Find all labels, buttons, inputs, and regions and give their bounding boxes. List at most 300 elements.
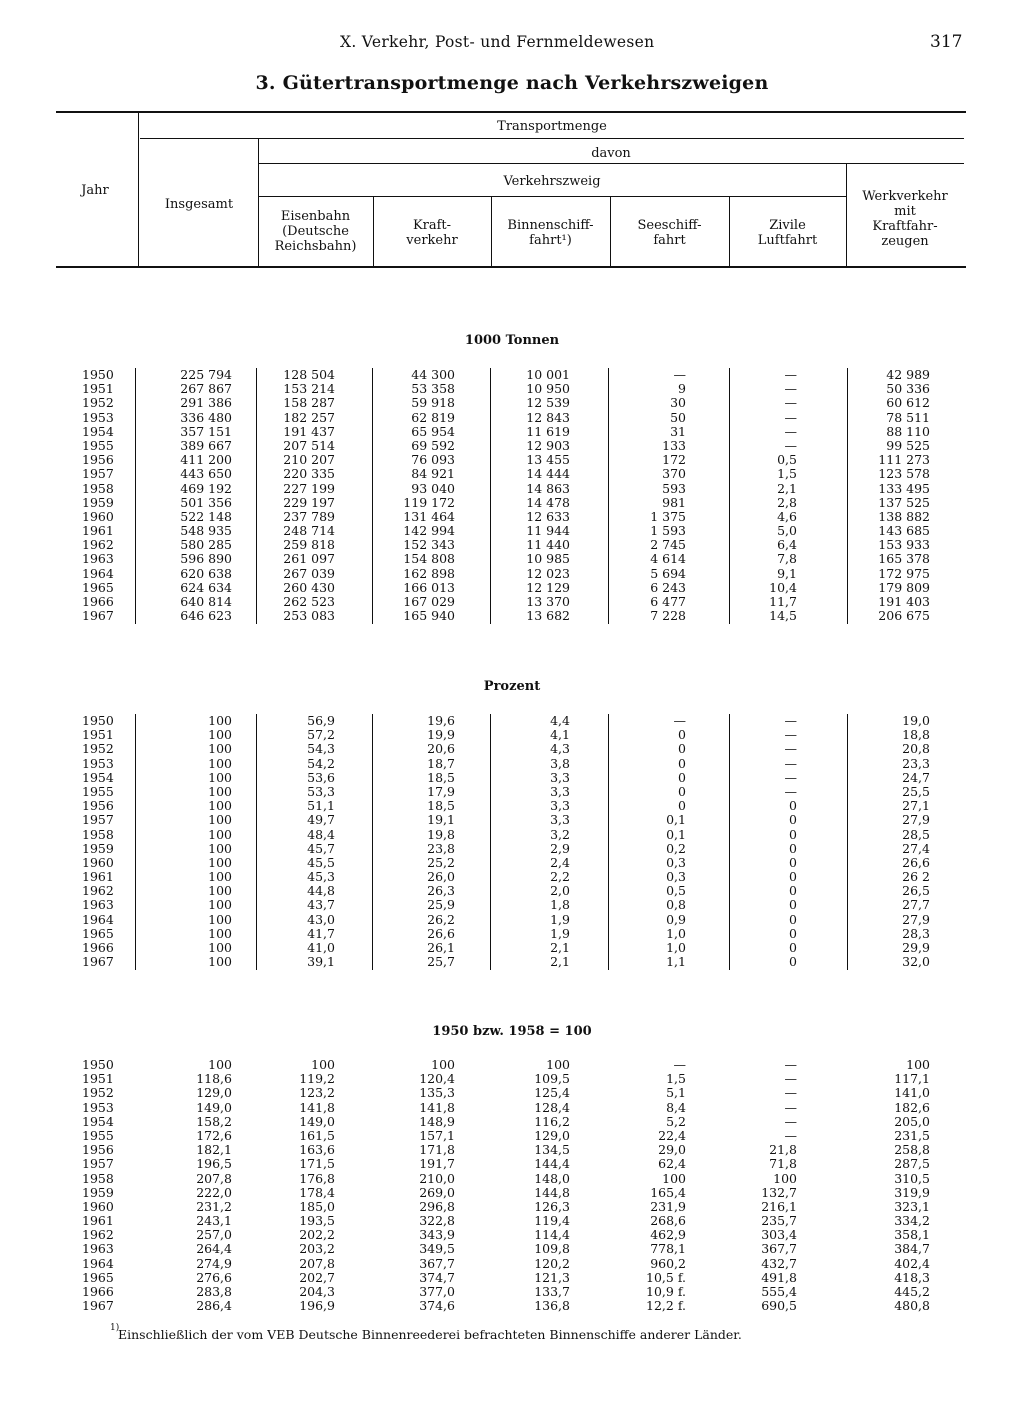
cell-luftfahrt: 2,8 [777, 494, 797, 510]
cell-seeschiff: — [673, 1057, 686, 1072]
section-title-tonnen: 1000 Tonnen [464, 333, 560, 348]
cell-kraftverkehr: 210,0 [419, 1170, 455, 1186]
cell-seeschiff: 778,1 [650, 1241, 686, 1257]
cell-year: 1957 [82, 1156, 114, 1172]
cell-seeschiff: 268,6 [650, 1213, 686, 1229]
cell-seeschiff: 10,5 f. [646, 1269, 686, 1285]
cell-luftfahrt: — [784, 1099, 797, 1115]
cell-werkverkehr: 19,0 [902, 713, 930, 728]
header-binnenschiff [491, 218, 610, 248]
cell-insgesamt: 100 [208, 954, 232, 970]
table-row [0, 785, 1024, 799]
table-row [0, 552, 1024, 566]
cell-luftfahrt: 10,4 [769, 579, 797, 595]
table-row [0, 1115, 1024, 1129]
cell-binnenschiff: 12 023 [526, 565, 570, 581]
cell-insgesamt: 357 151 [180, 423, 232, 439]
cell-binnenschiff: 10 985 [526, 551, 570, 567]
cell-binnenschiff: 3,3 [550, 812, 570, 828]
cell-binnenschiff: 125,4 [534, 1085, 570, 1101]
header-jahr: Jahr [81, 183, 109, 198]
rule-under-transportmenge [140, 138, 964, 139]
table-row [0, 1285, 1024, 1299]
cell-eisenbahn: 171,5 [299, 1156, 335, 1172]
cell-year: 1962 [82, 537, 114, 553]
table-row [0, 467, 1024, 481]
table-row [0, 1214, 1024, 1228]
cell-year: 1967 [82, 1298, 114, 1314]
cell-binnenschiff: 12 843 [526, 409, 570, 425]
cell-insgesamt: 243,1 [196, 1213, 232, 1229]
cell-eisenbahn: 56,9 [307, 713, 335, 728]
cell-werkverkehr: 20,8 [902, 741, 930, 757]
cell-werkverkehr: 137 525 [878, 494, 930, 510]
cell-binnenschiff: 13 370 [526, 594, 570, 609]
cell-insgesamt: 100 [208, 925, 232, 941]
cell-kraftverkehr: 296,8 [419, 1198, 455, 1214]
cell-seeschiff: 6 477 [650, 594, 686, 609]
cell-kraftverkehr: 20,6 [427, 741, 455, 757]
cell-luftfahrt: — [784, 741, 797, 757]
cell-werkverkehr: 27,1 [902, 798, 930, 814]
cell-binnenschiff: 2,0 [550, 883, 570, 899]
cell-insgesamt: 100 [208, 883, 232, 899]
cell-luftfahrt: 0 [789, 854, 797, 870]
cell-year: 1965 [82, 1269, 114, 1285]
cell-binnenschiff: 13 682 [526, 608, 570, 624]
cell-seeschiff: 981 [662, 494, 686, 510]
section-rows-prozent [0, 714, 1024, 969]
cell-eisenbahn: 45,7 [307, 840, 335, 856]
cell-luftfahrt: 21,8 [769, 1142, 797, 1158]
cell-werkverkehr: 50 336 [886, 381, 930, 397]
cell-seeschiff: 0 [678, 741, 686, 757]
cell-year: 1961 [82, 1213, 114, 1229]
cell-binnenschiff: 11 619 [526, 423, 570, 439]
cell-seeschiff: 172 [662, 452, 686, 468]
cell-insgesamt: 274,9 [196, 1255, 232, 1271]
cell-insgesamt: 100 [208, 840, 232, 856]
cell-kraftverkehr: 165 940 [403, 608, 455, 624]
cell-seeschiff: 29,0 [658, 1142, 686, 1158]
cell-eisenbahn: 202,7 [299, 1269, 335, 1285]
cell-kraftverkehr: 19,1 [427, 812, 455, 828]
table-row [0, 1101, 1024, 1115]
cell-werkverkehr: 24,7 [902, 769, 930, 785]
cell-binnenschiff: 13 455 [526, 452, 570, 468]
cell-werkverkehr: 133 495 [878, 480, 930, 496]
cell-luftfahrt: 7,8 [777, 551, 797, 567]
cell-luftfahrt: 0 [789, 826, 797, 842]
table-row [0, 1086, 1024, 1100]
header-verkehrszweig: Verkehrszweig [503, 174, 601, 189]
cell-eisenbahn: 41,7 [307, 925, 335, 941]
cell-binnenschiff: 12 539 [526, 395, 570, 411]
rule-under-davon [258, 163, 964, 164]
table-row [0, 955, 1024, 969]
cell-werkverkehr: 191 403 [878, 594, 930, 609]
cell-binnenschiff: 116,2 [534, 1113, 570, 1129]
cell-insgesamt: 548 935 [180, 523, 232, 539]
table-row [0, 714, 1024, 728]
cell-kraftverkehr: 162 898 [403, 565, 455, 581]
cell-binnenschiff: 148,0 [534, 1170, 570, 1186]
cell-seeschiff: 0,3 [666, 854, 686, 870]
cell-luftfahrt: — [784, 1057, 797, 1072]
cell-luftfahrt: 0 [789, 954, 797, 970]
cell-year: 1960 [82, 508, 114, 524]
header-eisenbahn-line1: Eisenbahn [280, 209, 351, 224]
cell-eisenbahn: 54,2 [307, 755, 335, 771]
cell-werkverkehr: 23,3 [902, 755, 930, 771]
table-row [0, 1058, 1024, 1072]
cell-year: 1954 [82, 1113, 114, 1129]
cell-eisenbahn: 49,7 [307, 812, 335, 828]
cell-insgesamt: 222,0 [196, 1184, 232, 1200]
cell-eisenbahn: 260 430 [283, 579, 335, 595]
cell-luftfahrt: 132,7 [761, 1184, 797, 1200]
header-werkverkehr-line1: Werkverkehr [862, 189, 948, 204]
cell-insgesamt: 640 814 [180, 594, 232, 609]
table-row [0, 1242, 1024, 1256]
cell-kraftverkehr: 343,9 [419, 1227, 455, 1243]
cell-binnenschiff: 14 444 [526, 466, 570, 482]
cell-eisenbahn: 227 199 [283, 480, 335, 496]
cell-insgesamt: 283,8 [196, 1284, 232, 1299]
cell-luftfahrt: 11,7 [769, 594, 797, 609]
cell-werkverkehr: 143 685 [878, 523, 930, 539]
cell-werkverkehr: 100 [906, 1057, 930, 1072]
cell-kraftverkehr: 135,3 [419, 1085, 455, 1101]
table-row [0, 538, 1024, 552]
cell-luftfahrt: 4,6 [777, 508, 797, 524]
cell-kraftverkehr: 120,4 [419, 1071, 455, 1087]
cell-seeschiff: 5 694 [650, 565, 686, 581]
cell-year: 1961 [82, 869, 114, 885]
header-luftfahrt-line2: Luftfahrt [757, 233, 818, 248]
section-title-prozent: Prozent [483, 679, 541, 694]
cell-insgesamt: 100 [208, 897, 232, 913]
running-head: X. Verkehr, Post- und Fernmeldewesen [340, 33, 655, 51]
cell-year: 1966 [82, 940, 114, 955]
cell-eisenbahn: 100 [311, 1057, 335, 1072]
cell-luftfahrt: 555,4 [761, 1284, 797, 1299]
cell-luftfahrt: — [784, 1085, 797, 1101]
cell-kraftverkehr: 367,7 [419, 1255, 455, 1271]
cell-year: 1959 [82, 840, 114, 856]
cell-luftfahrt: — [784, 1113, 797, 1129]
cell-kraftverkehr: 84 921 [411, 466, 455, 482]
header-transportmenge: Transportmenge [497, 119, 607, 134]
cell-year: 1952 [82, 741, 114, 757]
cell-luftfahrt: 0,5 [777, 452, 797, 468]
rule-under-verkehrszweig [258, 196, 846, 197]
cell-eisenbahn: 128 504 [283, 367, 335, 382]
cell-werkverkehr: 123 578 [878, 466, 930, 482]
section-title-index: 1950 bzw. 1958 = 100 [432, 1024, 592, 1039]
cell-year: 1962 [82, 1227, 114, 1243]
cell-kraftverkehr: 119 172 [403, 494, 455, 510]
cell-luftfahrt: 0 [789, 940, 797, 955]
table-row [0, 1129, 1024, 1143]
cell-werkverkehr: 26 2 [902, 869, 930, 885]
cell-eisenbahn: 193,5 [299, 1213, 335, 1229]
cell-insgesamt: 207,8 [196, 1170, 232, 1186]
cell-eisenbahn: 262 523 [283, 594, 335, 609]
table-row [0, 425, 1024, 439]
cell-luftfahrt: — [784, 381, 797, 397]
cell-werkverkehr: 99 525 [886, 437, 930, 453]
cell-binnenschiff: 129,0 [534, 1127, 570, 1143]
cell-werkverkehr: 480,8 [894, 1298, 930, 1314]
cell-insgesamt: 267 867 [180, 381, 232, 397]
header-binnenschiff-line2: fahrt¹) [529, 233, 572, 248]
column-separator [256, 714, 257, 970]
cell-insgesamt: 182,1 [196, 1142, 232, 1158]
cell-eisenbahn: 229 197 [283, 494, 335, 510]
cell-insgesamt: 231,2 [196, 1198, 232, 1214]
cell-eisenbahn: 45,5 [307, 854, 335, 870]
cell-year: 1956 [82, 1142, 114, 1158]
cell-werkverkehr: 231,5 [894, 1127, 930, 1143]
cell-year: 1966 [82, 594, 114, 609]
cell-seeschiff: 960,2 [650, 1255, 686, 1271]
cell-year: 1961 [82, 523, 114, 539]
cell-seeschiff: 5,1 [666, 1085, 686, 1101]
cell-eisenbahn: 207 514 [283, 437, 335, 453]
table-row [0, 1228, 1024, 1242]
footnote: Einschließlich der vom VEB Deutsche Binnenreederei befrachteten Binnenschiffe anderer Länder. [118, 1327, 742, 1342]
cell-binnenschiff: 100 [546, 1057, 570, 1072]
cell-werkverkehr: 172 975 [878, 565, 930, 581]
cell-werkverkehr: 138 882 [878, 508, 930, 524]
cell-insgesamt: 100 [208, 826, 232, 842]
column-separator [490, 368, 491, 624]
cell-seeschiff: 100 [662, 1170, 686, 1186]
table-row [0, 1299, 1024, 1313]
cell-eisenbahn: 153 214 [283, 381, 335, 397]
cell-year: 1954 [82, 423, 114, 439]
table-row [0, 382, 1024, 396]
cell-luftfahrt: 491,8 [761, 1269, 797, 1285]
cell-insgesamt: 646 623 [180, 608, 232, 624]
column-separator [135, 368, 136, 624]
cell-kraftverkehr: 142 994 [403, 523, 455, 539]
cell-werkverkehr: 418,3 [894, 1269, 930, 1285]
cell-luftfahrt: 71,8 [769, 1156, 797, 1172]
cell-werkverkehr: 141,0 [894, 1085, 930, 1101]
cell-insgesamt: 100 [208, 783, 232, 799]
cell-luftfahrt: 0 [789, 897, 797, 913]
table-row [0, 496, 1024, 510]
cell-insgesamt: 276,6 [196, 1269, 232, 1285]
table-row [0, 799, 1024, 813]
cell-binnenschiff: 2,2 [550, 869, 570, 885]
cell-eisenbahn: 210 207 [283, 452, 335, 468]
cell-kraftverkehr: 93 040 [411, 480, 455, 496]
header-eisenbahn [258, 209, 373, 254]
table-row [0, 396, 1024, 410]
header-seeschiff-line2: fahrt [653, 233, 686, 248]
cell-year: 1958 [82, 1170, 114, 1186]
cell-kraftverkehr: 26,6 [427, 925, 455, 941]
cell-eisenbahn: 182 257 [283, 409, 335, 425]
column-separator [608, 368, 609, 624]
cell-year: 1956 [82, 452, 114, 468]
cell-insgesamt: 100 [208, 798, 232, 814]
cell-year: 1957 [82, 466, 114, 482]
cell-kraftverkehr: 157,1 [419, 1127, 455, 1143]
table-row [0, 884, 1024, 898]
table-row [0, 813, 1024, 827]
cell-year: 1953 [82, 755, 114, 771]
cell-kraftverkehr: 53 358 [411, 381, 455, 397]
table-row [0, 510, 1024, 524]
cell-binnenschiff: 3,2 [550, 826, 570, 842]
cell-binnenschiff: 128,4 [534, 1099, 570, 1115]
header-werkverkehr [846, 189, 964, 249]
cell-binnenschiff: 121,3 [534, 1269, 570, 1285]
cell-luftfahrt: — [784, 783, 797, 799]
cell-seeschiff: 9 [678, 381, 686, 397]
cell-insgesamt: 389 667 [180, 437, 232, 453]
table-row [0, 1257, 1024, 1271]
cell-eisenbahn: 57,2 [307, 727, 335, 743]
cell-year: 1967 [82, 608, 114, 624]
cell-binnenschiff: 10 001 [526, 367, 570, 382]
cell-binnenschiff: 12 129 [526, 579, 570, 595]
cell-eisenbahn: 149,0 [299, 1113, 335, 1129]
cell-binnenschiff: 136,8 [534, 1298, 570, 1314]
cell-seeschiff: 7 228 [650, 608, 686, 624]
cell-werkverkehr: 28,5 [902, 826, 930, 842]
cell-kraftverkehr: 26,2 [427, 911, 455, 927]
cell-luftfahrt: 432,7 [761, 1255, 797, 1271]
cell-eisenbahn: 44,8 [307, 883, 335, 899]
cell-eisenbahn: 53,6 [307, 769, 335, 785]
cell-binnenschiff: 126,3 [534, 1198, 570, 1214]
table-row [0, 870, 1024, 884]
column-separator [847, 714, 848, 970]
cell-insgesamt: 100 [208, 727, 232, 743]
cell-luftfahrt: — [784, 367, 797, 382]
cell-werkverkehr: 179 809 [878, 579, 930, 595]
table-row [0, 1072, 1024, 1086]
cell-werkverkehr: 18,8 [902, 727, 930, 743]
header-sep-jahr [138, 113, 139, 266]
cell-kraftverkehr: 100 [431, 1057, 455, 1072]
cell-seeschiff: 0,2 [666, 840, 686, 856]
cell-kraftverkehr: 44 300 [411, 367, 455, 382]
cell-binnenschiff: 109,8 [534, 1241, 570, 1257]
cell-binnenschiff: 11 440 [526, 537, 570, 553]
cell-binnenschiff: 119,4 [534, 1213, 570, 1229]
cell-eisenbahn: 176,8 [299, 1170, 335, 1186]
table-row [0, 842, 1024, 856]
cell-seeschiff: 593 [662, 480, 686, 496]
cell-werkverkehr: 153 933 [878, 537, 930, 553]
cell-seeschiff: 2 745 [650, 537, 686, 553]
cell-werkverkehr: 206 675 [878, 608, 930, 624]
cell-luftfahrt: 690,5 [761, 1298, 797, 1314]
table-row [0, 941, 1024, 955]
cell-seeschiff: 0,3 [666, 869, 686, 885]
cell-seeschiff: 0 [678, 755, 686, 771]
cell-insgesamt: 596 890 [180, 551, 232, 567]
cell-kraftverkehr: 269,0 [419, 1184, 455, 1200]
cell-eisenbahn: 267 039 [283, 565, 335, 581]
cell-seeschiff: 1,0 [666, 940, 686, 955]
cell-kraftverkehr: 322,8 [419, 1213, 455, 1229]
header-insgesamt: Insgesamt [164, 197, 234, 212]
cell-werkverkehr: 88 110 [886, 423, 930, 439]
cell-binnenschiff: 114,4 [534, 1227, 570, 1243]
cell-binnenschiff: 109,5 [534, 1071, 570, 1087]
cell-kraftverkehr: 191,7 [419, 1156, 455, 1172]
cell-seeschiff: 462,9 [650, 1227, 686, 1243]
cell-seeschiff: 0 [678, 798, 686, 814]
cell-year: 1951 [82, 381, 114, 397]
header-luftfahrt-line1: Zivile [769, 218, 806, 233]
cell-year: 1958 [82, 480, 114, 496]
cell-luftfahrt: 0 [789, 798, 797, 814]
header-kraftverkehr-line2: verkehr [406, 233, 458, 248]
table-row [0, 453, 1024, 467]
cell-kraftverkehr: 131 464 [403, 508, 455, 524]
header-luftfahrt [729, 218, 846, 248]
cell-binnenschiff: 3,8 [550, 755, 570, 771]
cell-werkverkehr: 205,0 [894, 1113, 930, 1129]
cell-seeschiff: 30 [670, 395, 686, 411]
cell-eisenbahn: 141,8 [299, 1099, 335, 1115]
cell-insgesamt: 336 480 [180, 409, 232, 425]
cell-year: 1950 [82, 713, 114, 728]
cell-binnenschiff: 134,5 [534, 1142, 570, 1158]
table-row [0, 1200, 1024, 1214]
cell-luftfahrt: 303,4 [761, 1227, 797, 1243]
cell-seeschiff: — [673, 713, 686, 728]
header-kraftverkehr-line1: Kraft- [412, 218, 452, 233]
cell-seeschiff: 0,5 [666, 883, 686, 899]
cell-year: 1950 [82, 1057, 114, 1072]
cell-insgesamt: 100 [208, 869, 232, 885]
cell-werkverkehr: 32,0 [902, 954, 930, 970]
cell-seeschiff: 1 375 [650, 508, 686, 524]
header-werkverkehr-line2: mit [894, 204, 916, 219]
cell-werkverkehr: 287,5 [894, 1156, 930, 1172]
cell-werkverkehr: 27,4 [902, 840, 930, 856]
cell-insgesamt: 118,6 [196, 1071, 232, 1087]
cell-eisenbahn: 51,1 [307, 798, 335, 814]
cell-insgesamt: 443 650 [180, 466, 232, 482]
cell-binnenschiff: 144,8 [534, 1184, 570, 1200]
cell-insgesamt: 100 [208, 940, 232, 955]
table-row [0, 581, 1024, 595]
table-row [0, 609, 1024, 623]
cell-binnenschiff: 3,3 [550, 769, 570, 785]
cell-binnenschiff: 10 950 [526, 381, 570, 397]
header-werkverkehr-line3: Kraftfahr- [872, 219, 938, 234]
cell-eisenbahn: 123,2 [299, 1085, 335, 1101]
page-number: 317 [930, 32, 963, 52]
cell-luftfahrt: 100 [773, 1170, 797, 1186]
cell-kraftverkehr: 18,5 [427, 769, 455, 785]
cell-luftfahrt: — [784, 1071, 797, 1087]
cell-seeschiff: 22,4 [658, 1127, 686, 1143]
table-row [0, 1186, 1024, 1200]
cell-kraftverkehr: 377,0 [419, 1284, 455, 1299]
table-row [0, 757, 1024, 771]
